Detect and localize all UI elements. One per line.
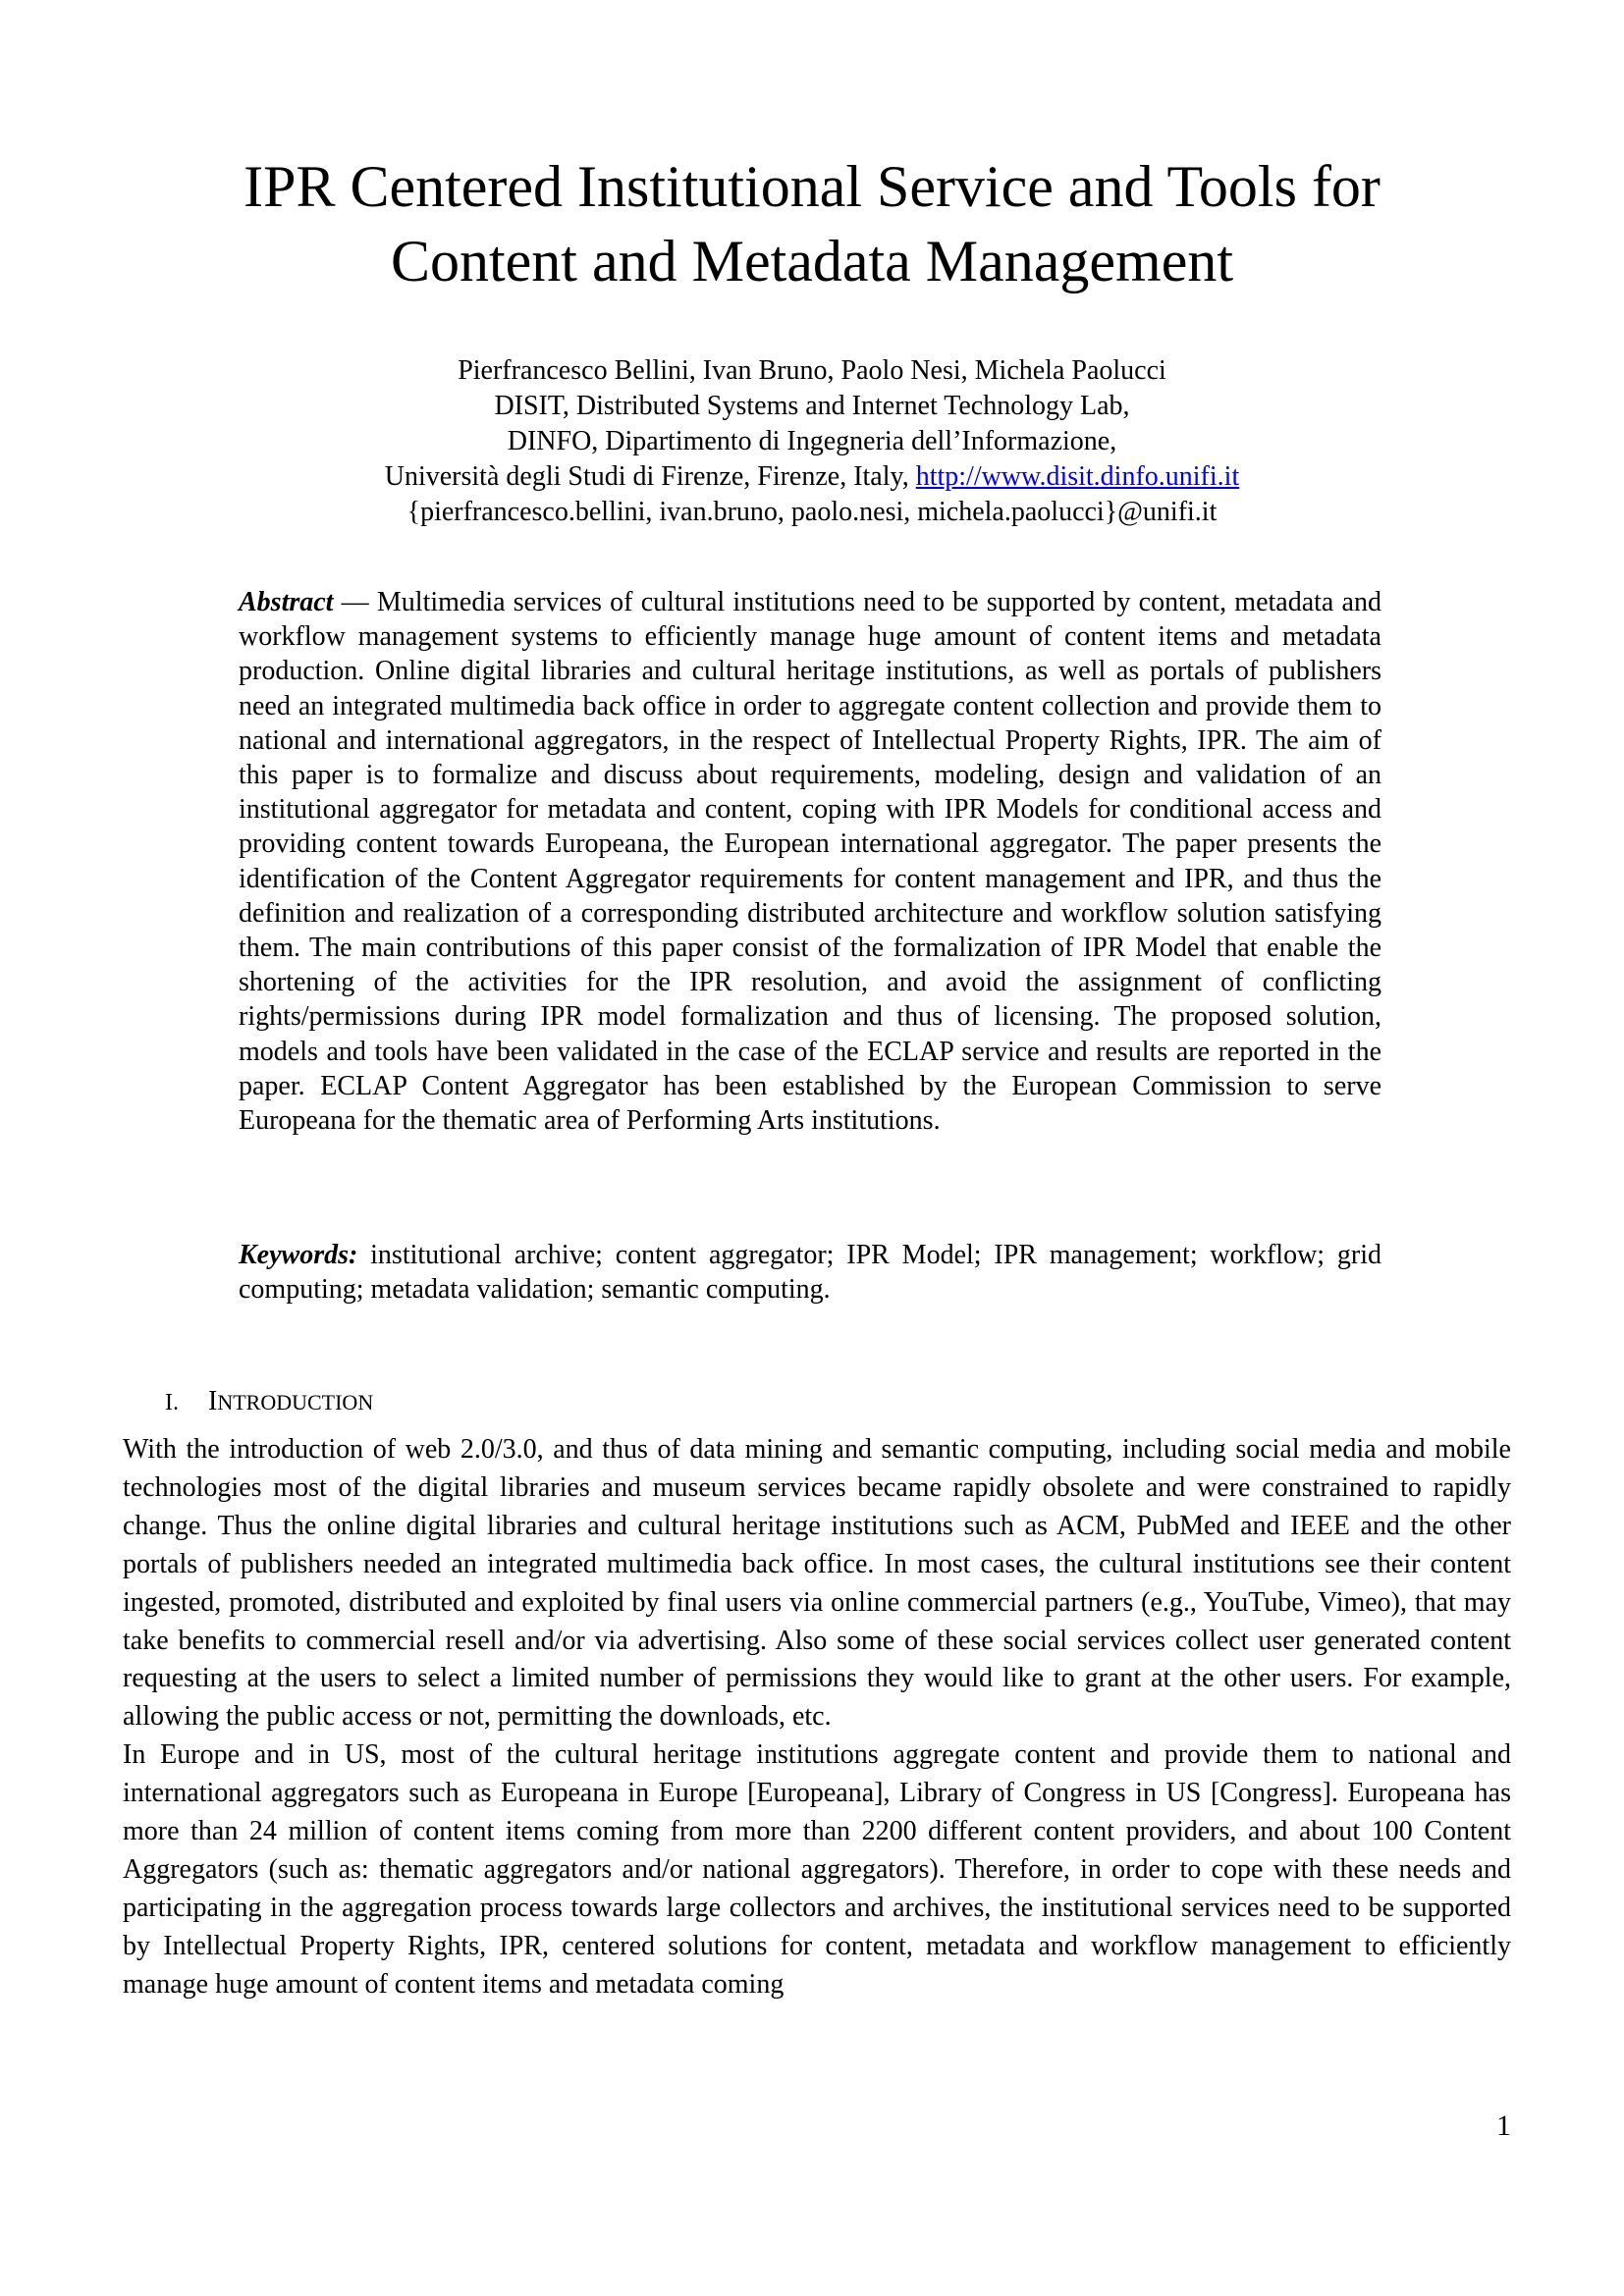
section-title-initial: I bbox=[208, 1386, 218, 1416]
affiliation-university bbox=[128, 459, 1496, 495]
section-number: I. bbox=[165, 1390, 179, 1415]
author-emails: {pierfrancesco.bellini, ivan.bruno, paolo.nesi, michela.paolucci}@unifi.it bbox=[406, 497, 1218, 527]
lab-website-link[interactable]: http://www.disit.dinfo.unifi.it bbox=[915, 461, 1240, 492]
affiliation-lab: DISIT, Distributed Systems and Internet Technology Lab, bbox=[494, 391, 1130, 421]
affiliation-department: DINFO, Dipartimento di Ingegneria dell’Informazione, bbox=[507, 426, 1117, 456]
abstract-text: — Multimedia services of cultural institutions need to be supported by content, metadata and workflow management systems to efficiently manage huge amount of content items and metadata production. Online digital libraries and cultural heritage institutions, as well as portals of publishers need an integrated multimedia back office in order to aggregate content collection and provide them to national and international aggregators, in the respect of Intellectual Property Rights, IPR. The aim of this paper is to formalize and discuss about requirements, modeling, design and validation of an institutional aggregator for metadata and content, coping with IPR Models for conditional access and providing content towards Europeana, the European international aggregator. The paper presents the identification of the Content Aggregator requirements for content management and IPR, and thus the definition and realization of a corresponding distributed architecture and workflow solution satisfying them. The main contributions of this paper consist of the formalization of IPR Model that enable the shortening of the activities for the IPR resolution, and avoid the assignment of conflicting rights/permissions during IPR model formalization and thus of licensing. The proposed solution, models and tools have been validated in the case of the ECLAP service and results are reported in the paper. ECLAP Content Aggregator has been established by the European Commission to serve Europeana for the thematic area of Performing Arts institutions. bbox=[239, 587, 1381, 1137]
title-line-1: IPR Centered Institutional Service and Tools for bbox=[244, 154, 1380, 219]
keywords-paragraph bbox=[239, 1238, 1381, 1307]
introduction-paragraph-2: In Europe and in US, most of the cultural heritage institutions aggregate content and provide them to national and international aggregators such as Europeana in Europe [Europeana], Library of Congress in US [Congress]. Europeana has more than 24 million of content items coming from more than 2200 different content providers, and about 100 Content Aggregators (such as: thematic aggregators and/or national aggregators). Therefore, in order to cope with these needs and participating in the aggregation process towards large collectors and archives, the institutional services need to be supported by Intellectual Property Rights, IPR, centered solutions for content, metadata and workflow management to efficiently manage huge amount of content items and metadata coming bbox=[123, 1739, 1511, 2000]
paper-title bbox=[128, 149, 1496, 298]
section-heading-introduction bbox=[165, 1386, 373, 1418]
page-number: 1 bbox=[1496, 2109, 1511, 2142]
title-line-2: Content and Metadata Management bbox=[390, 229, 1234, 294]
author-names: Pierfrancesco Bellini, Ivan Bruno, Paolo Nesi, Michela Paolucci bbox=[458, 355, 1166, 386]
keywords-label: Keywords: bbox=[239, 1240, 358, 1270]
keywords-text: institutional archive; content aggregator; IPR Model; IPR management; workflow; grid computing; metadata validation; semantic computing. bbox=[239, 1240, 1381, 1306]
author-block bbox=[128, 353, 1496, 530]
affiliation-university-text: Università degli Studi di Firenze, Firenze, Italy, bbox=[384, 461, 916, 492]
introduction-paragraph-1: With the introduction of web 2.0/3.0, and thus of data mining and semantic computing, including social media and mobile technologies most of the digital libraries and museum services became rapidly obsolete and were constrained to rapidly change. Thus the online digital libraries and cultural heritage institutions such as ACM, PubMed and IEEE and the other portals of publishers needed an integrated multimedia back office. In most cases, the cultural institutions see their content ingested, promoted, distributed and exploited by final users via online commercial partners (e.g., YouTube, Vimeo), that may take benefits to commercial resell and/or via advertising. Also some of these social services collect user generated content requesting at the users to select a limited number of permissions they would like to grant at the other users. For example, allowing the public access or not, permitting the downloads, etc. bbox=[123, 1434, 1511, 1733]
introduction-body bbox=[123, 1431, 1511, 2004]
abstract-label: Abstract bbox=[239, 587, 334, 617]
abstract-paragraph bbox=[239, 585, 1381, 1138]
section-title-rest: NTRODUCTION bbox=[217, 1390, 374, 1415]
